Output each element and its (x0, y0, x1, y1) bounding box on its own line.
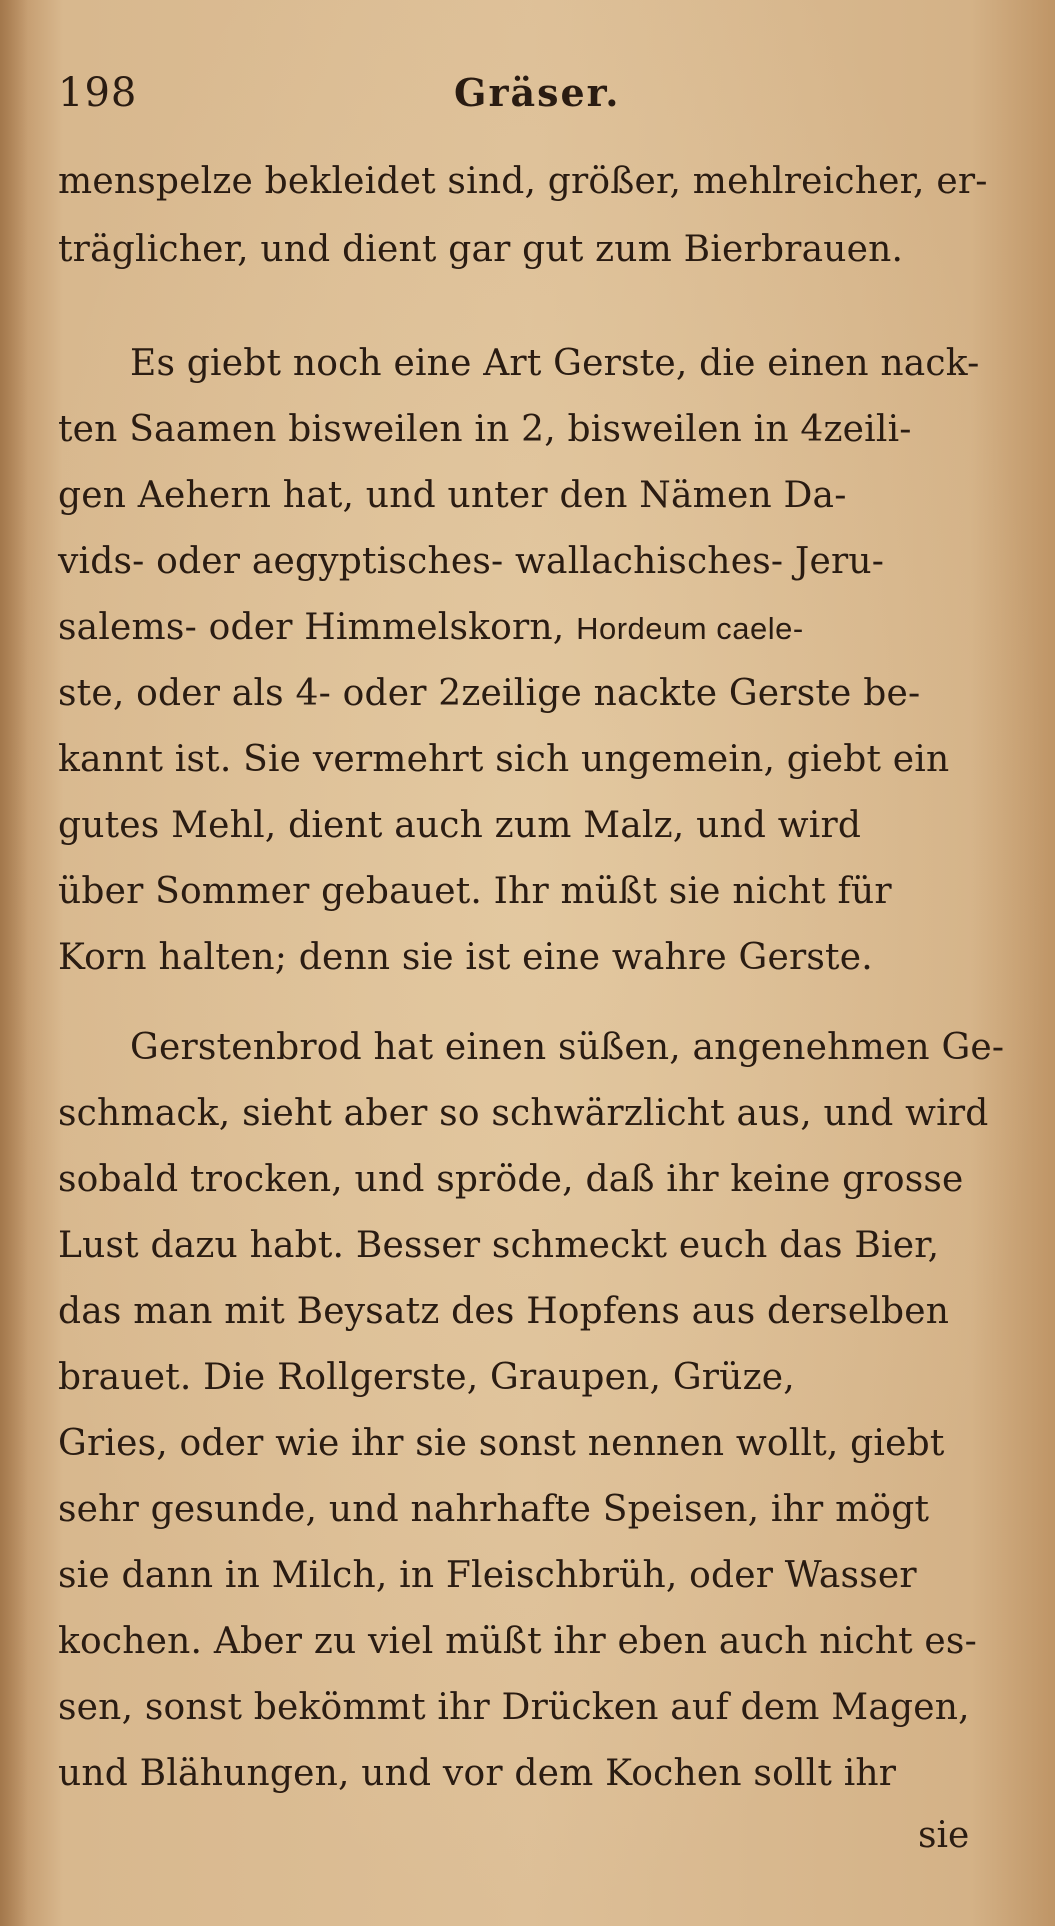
text-line: sobald trocken, und spröde, daß ihr keine grosse (58, 1159, 964, 1200)
text-line: schmack, sieht aber so schwärzlicht aus, und wird (58, 1093, 989, 1134)
text-line: gutes Mehl, dient auch zum Malz, und wird (58, 805, 862, 846)
text-line: das man mit Beysatz des Hopfens aus derselben (58, 1291, 950, 1332)
text-line: kannt ist. Sie vermehrt sich ungemein, giebt ein (58, 739, 950, 780)
catchword: sie (918, 1815, 970, 1856)
text-line: ten Saamen bisweilen in 2, bisweilen in 4zeili- (58, 409, 912, 450)
text-line: gen Aehern hat, und unter den Nämen Da- (58, 475, 847, 516)
text-line: sie dann in Milch, in Fleischbrüh, oder Wasser (58, 1555, 917, 1596)
text-line: vids- oder aegyptisches- wallachisches- Jeru- (58, 541, 885, 582)
text-line-with-latin (58, 604, 804, 653)
text-line: Lust dazu habt. Besser schmeckt euch das Bier, (58, 1225, 940, 1266)
text-line: träglicher, und dient gar gut zum Bierbrauen. (58, 229, 904, 270)
text-line: menspelze bekleidet sind, größer, mehlreicher, er- (58, 161, 988, 202)
text-line: kochen. Aber zu viel müßt ihr eben auch nicht es- (58, 1621, 977, 1662)
text-line: sen, sonst bekömmt ihr Drücken auf dem Magen, (58, 1687, 970, 1728)
text-line: Es giebt noch eine Art Gerste, die einen nack- (130, 343, 980, 384)
text-segment: salems- oder Himmelskorn, (58, 607, 565, 648)
text-line: Korn halten; denn sie ist eine wahre Gerste. (58, 937, 873, 978)
text-line: Gries, oder wie ihr sie sonst nennen wollt, giebt (58, 1423, 945, 1464)
running-head: Gräser. (454, 70, 621, 115)
text-line: brauet. Die Rollgerste, Graupen, Grüze, (58, 1357, 795, 1398)
text-line: ste, oder als 4- oder 2zeilige nackte Gerste be- (58, 673, 921, 714)
latin-term: Hordeum caele- (576, 611, 804, 646)
text-line: Gerstenbrod hat einen süßen, angenehmen Ge- (130, 1027, 1005, 1068)
text-line: über Sommer gebauet. Ihr müßt sie nicht für (58, 871, 892, 912)
text-line: sehr gesunde, und nahrhafte Speisen, ihr mögt (58, 1489, 930, 1530)
text-line: und Blähungen, und vor dem Kochen sollt ihr (58, 1753, 897, 1794)
page-number: 198 (58, 70, 138, 116)
